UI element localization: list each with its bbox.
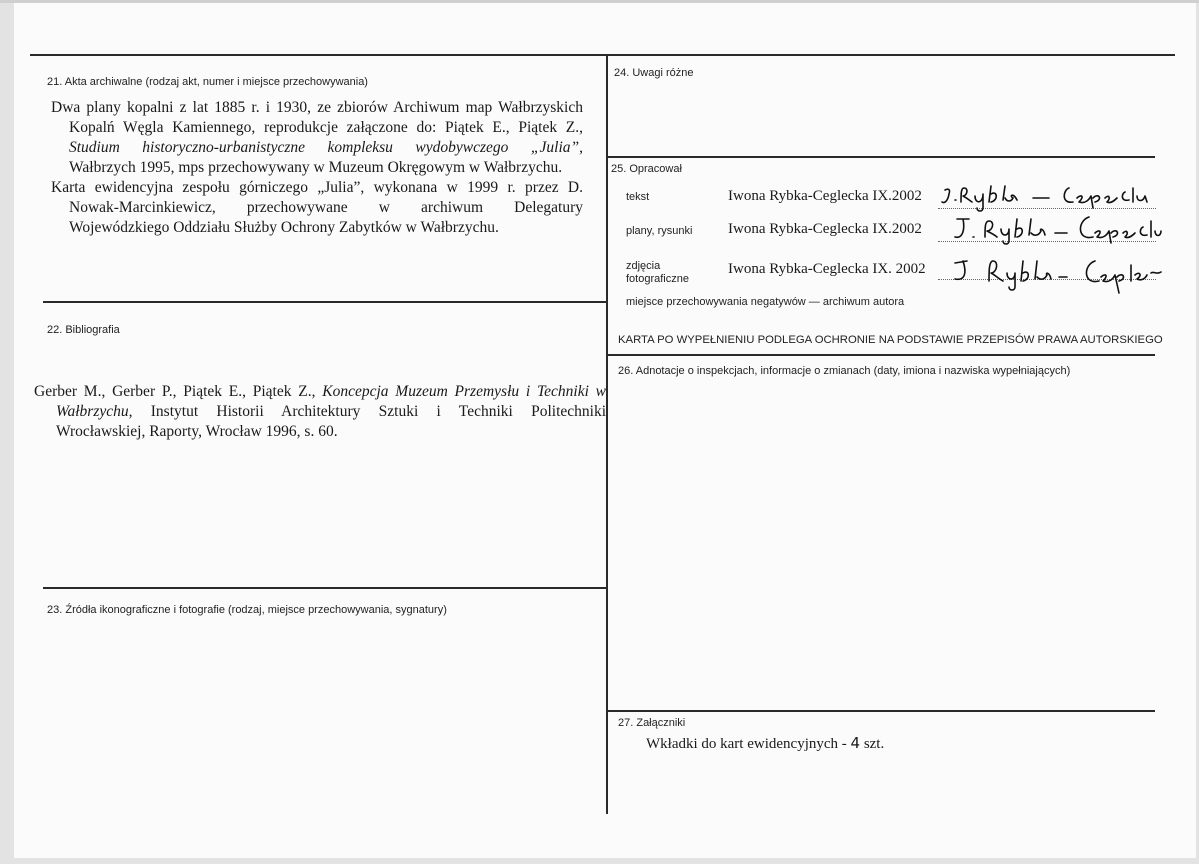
divider-21-22 bbox=[43, 301, 607, 303]
field-tekst: tekst bbox=[626, 191, 650, 203]
s22-authors: Gerber M., Gerber P., Piątek E., Piątek Z., bbox=[34, 383, 323, 400]
section-21-text bbox=[51, 98, 583, 238]
s21-line-3: Studium historyczno-urbanistyczne kompleksu wydobywczego „Julia”, bbox=[69, 139, 583, 156]
field-zdjecia bbox=[626, 260, 689, 286]
field-plany: plany, rysunki bbox=[626, 225, 693, 237]
attachments-text bbox=[646, 734, 884, 753]
s22-title-part-2: Wałbrzychu, bbox=[56, 403, 133, 420]
section-23-label: 23. Źródła ikonograficzne i fotografie (rodzaj, miejsce przechowywania, sygnatury) bbox=[47, 604, 447, 616]
s21-line-4: Wałbrzych 1995, mps przechowywany w Muzeum Okręgowym w Wałbrzychu. bbox=[69, 159, 563, 176]
s21-line-5: Karta ewidencyjna zespołu górniczego „Julia”, wykonana w 1999 r. przez D. bbox=[51, 179, 583, 196]
negatives-location: miejsce przechowywania negatywów — archiwum autora bbox=[626, 296, 905, 308]
s21-line-6: Nowak-Marcinkiewicz, przechowywane w archiwum Delegatury bbox=[69, 199, 583, 216]
top-border bbox=[30, 54, 1175, 56]
attachments-prefix: Wkładki do kart ewidencyjnych - bbox=[646, 736, 851, 752]
section-25-label: 25. Opracował bbox=[611, 163, 682, 175]
signature-2 bbox=[949, 211, 1164, 247]
author-plany: Iwona Rybka-Ceglecka IX.2002 bbox=[728, 221, 922, 237]
divider-25-26 bbox=[608, 354, 1155, 356]
section-26-label: 26. Adnotacje o inspekcjach, informacje o zmianach (daty, imiona i nazwiska wypełniających) bbox=[618, 365, 1071, 377]
signature-1 bbox=[939, 180, 1159, 212]
attachments-count: 4 bbox=[850, 734, 861, 752]
field-zdjecia-l1: zdjęcia bbox=[626, 260, 661, 272]
field-zdjecia-l2: fotograficzne bbox=[626, 273, 689, 285]
section-22-text bbox=[34, 382, 606, 442]
section-22-label: 22. Bibliografia bbox=[47, 324, 120, 336]
column-divider bbox=[606, 54, 608, 814]
s21-line-2: Kopalń Węgla Kamiennego, reprodukcje załączone do: Piątek E., Piątek Z., bbox=[69, 119, 583, 136]
author-tekst: Iwona Rybka-Ceglecka IX.2002 bbox=[728, 188, 922, 204]
s21-line-7: Wojewódzkiego Oddziału Służby Ochrony Zabytków w Wałbrzychu. bbox=[69, 219, 499, 236]
s22-line-3: Wrocławskiej, Raporty, Wrocław 1996, s. 60. bbox=[56, 423, 338, 440]
divider-24-25 bbox=[608, 156, 1155, 158]
divider-26-27 bbox=[608, 710, 1155, 712]
section-27-label: 27. Załączniki bbox=[618, 717, 686, 729]
attachments-suffix: szt. bbox=[860, 736, 885, 752]
section-21-label: 21. Akta archiwalne (rodzaj akt, numer i miejsce przechowywania) bbox=[47, 76, 368, 88]
section-24-label: 24. Uwagi różne bbox=[614, 67, 694, 79]
copyright-notice: KARTA PO WYPEŁNIENIU PODLEGA OCHRONIE NA PODSTAWIE PRZEPISÓW PRAWA AUTORSKIEGO bbox=[618, 334, 1163, 346]
s22-publisher: Instytut Historii Architektury Sztuki i Techniki Politechniki bbox=[132, 403, 606, 420]
s22-line-1 bbox=[34, 382, 606, 402]
s22-line-2 bbox=[34, 402, 606, 422]
s22-title-part-1: Koncepcja Muzeum Przemysłu i Techniki w bbox=[322, 383, 606, 400]
divider-22-23 bbox=[43, 587, 607, 589]
s21-line-1: Dwa plany kopalni z lat 1885 r. i 1930, ze zbiorów Archiwum map Wałbrzyskich bbox=[51, 99, 583, 116]
signature-3 bbox=[949, 251, 1164, 297]
author-zdjecia: Iwona Rybka-Ceglecka IX. 2002 bbox=[728, 261, 926, 277]
record-card bbox=[14, 3, 1196, 858]
